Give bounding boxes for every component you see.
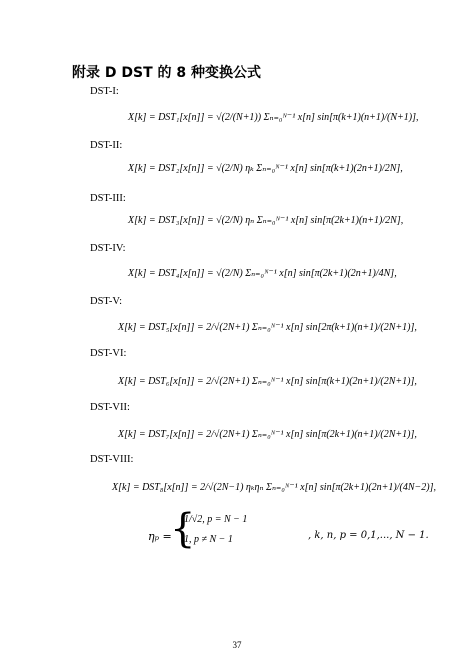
label-dst-5: DST-V: (90, 296, 123, 307)
page-number: 37 (232, 640, 242, 650)
eta-case-1: 1/√2, p = N − 1 (184, 514, 248, 525)
left-brace-glyph: { (170, 506, 196, 552)
formula-dst-2: X[k] = DST₂[x[n]] = √(2/N) ηₖ Σₙ₌₀ᴺ⁻¹ x[n] sin[π(k+1)(2n+1)/2N], (128, 163, 403, 174)
formula-dst-6: X[k] = DST₆[x[n]] = 2/√(2N+1) Σₙ₌₀ᴺ⁻¹ x[n] sin[π(k+1)(2n+1)/(2N+1)], (118, 376, 417, 387)
label-dst-4: DST-IV: (90, 243, 126, 254)
eta-symbol: ηₚ = (148, 530, 172, 543)
formula-dst-5: X[k] = DST₅[x[n]] = 2/√(2N+1) Σₙ₌₀ᴺ⁻¹ x[n] sin[2π(k+1)(n+1)/(2N+1)], (118, 322, 417, 333)
label-dst-7: DST-VII: (90, 402, 130, 413)
label-dst-6: DST-VI: (90, 348, 127, 359)
eta-range: , k, n, p = 0,1,..., N − 1. (308, 530, 429, 541)
label-dst-3: DST-III: (90, 193, 126, 204)
formula-dst-7: X[k] = DST₇[x[n]] = 2/√(2N+1) Σₙ₌₀ᴺ⁻¹ x[n] sin[π(2k+1)(n+1)/(2N+1)], (118, 429, 417, 440)
label-dst-2: DST-II: (90, 140, 123, 151)
label-dst-8: DST-VIII: (90, 454, 134, 465)
formula-dst-1: X[k] = DST₁[x[n]] = √(2/(N+1)) Σₙ₌₀ᴺ⁻¹ x[n] sin[π(k+1)(n+1)/(N+1)], (128, 112, 419, 123)
formula-dst-3: X[k] = DST₃[x[n]] = √(2/N) ηₙ Σₙ₌₀ᴺ⁻¹ x[n] sin[π(2k+1)(n+1)/2N], (128, 215, 404, 226)
formula-dst-8: X[k] = DST₈[x[n]] = 2/√(2N−1) ηₖηₙ Σₙ₌₀ᴺ⁻¹ x[n] sin[π(2k+1)(2n+1)/(4N−2)], (112, 482, 436, 493)
formula-dst-4: X[k] = DST₄[x[n]] = √(2/N) Σₙ₌₀ᴺ⁻¹ x[n] sin[π(2k+1)(2n+1)/4N], (128, 268, 397, 279)
eta-case-2: 1, p ≠ N − 1 (184, 534, 233, 545)
page-title: 附录 D DST 的 8 种变换公式 (72, 65, 261, 81)
eta-cases (184, 510, 247, 550)
label-dst-1: DST-I: (90, 86, 119, 97)
